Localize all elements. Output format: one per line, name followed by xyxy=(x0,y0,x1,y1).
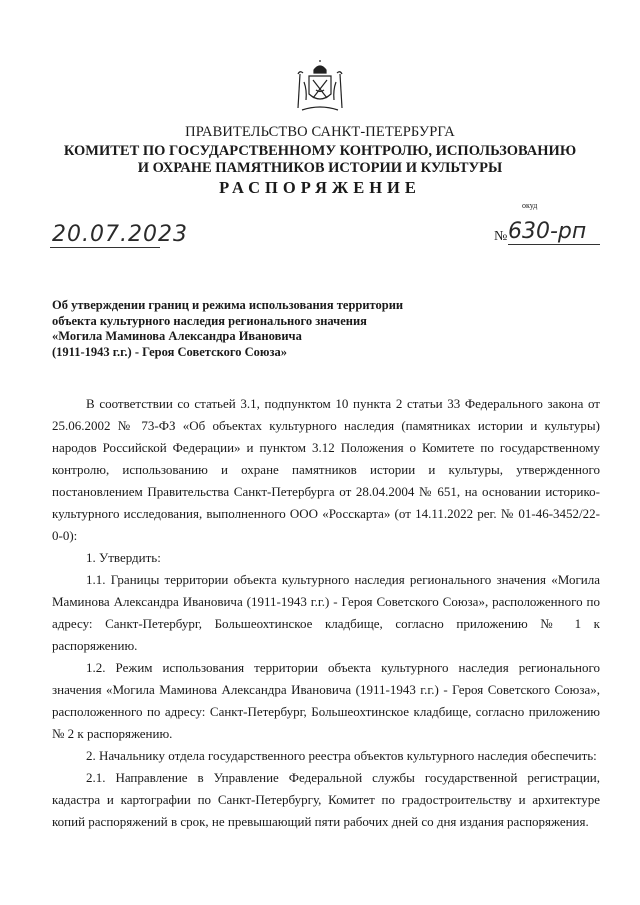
body-paragraph: В соответствии со статьей 3.1, подпунктом 10 пункта 2 статьи 33 Федерального закона от 25.06.2002 № 73-ФЗ «Об объектах культурного наследия (памятниках истории и культуры) народов Российской Федерации» и пунктом 3.12 Положения о Комитете по государственному контролю, использованию и охране памятников истории и культуры, утвержденного постановлением Правительства Санкт-Петербурга от 28.04.2004 № 651, на основании историко-культурного исследования, выполненного ООО «Росскарта» (от 14.11.2022 рег. № 01-46-3452/22-0-0): xyxy=(52,396,600,543)
okud-label: окуд xyxy=(522,201,538,210)
committee-name-line1: КОМИТЕТ ПО ГОСУДАРСТВЕННОМУ КОНТРОЛЮ, ИСПОЛЬЗОВАНИЮ xyxy=(63,143,577,159)
coat-of-arms-icon xyxy=(296,60,344,114)
date-underline xyxy=(50,247,160,248)
subject-line: объекта культурного наследия регионального значения xyxy=(52,313,367,328)
subject-line: «Могила Маминова Александра Ивановича xyxy=(52,329,302,343)
body-paragraph: 1.2. Режим использования территории объекта культурного наследия регионального значения «Могила Маминова Александра Ивановича (1911-1943 г.г.) - Героя Советского Союза», расположенного по адресу: Санкт-Петербург, Большеохтинское кладбище, согласно приложению № 2 к распоряжению. xyxy=(52,660,600,741)
number-label: № xyxy=(494,229,508,244)
body-paragraph: 1. Утвердить: xyxy=(86,550,161,565)
subject-line: (1911-1943 г.г.) - Героя Советского Союза» xyxy=(52,344,288,359)
document-type-title: РАСПОРЯЖЕНИЕ xyxy=(219,178,421,197)
government-name: ПРАВИТЕЛЬСТВО САНКТ-ПЕТЕРБУРГА xyxy=(185,124,455,140)
body-paragraph: 2.1. Направление в Управление Федеральной службы государственной регистрации, кадастра и картографии по Санкт-Петербургу, Комитет по градостроительству и архитектуре копий распоряжений в срок, не превышающий пяти рабочих дней со дня издания распоряжения. xyxy=(52,770,600,829)
handwritten-number: 630-рп xyxy=(508,219,587,244)
subject-line: Об утверждении границ и режима использования территории xyxy=(52,298,404,312)
body-paragraph: 2. Начальнику отдела государственного реестра объектов культурного наследия обеспечить: xyxy=(86,748,597,763)
body-paragraph: 1.1. Границы территории объекта культурного наследия регионального значения «Могила Маминова Александра Ивановича (1911-1943 г.г.) - Героя Советского Союза», расположенного по адресу: Санкт-Петербург, Большеохтинское кладбище, согласно приложению № 1 к распоряжению. xyxy=(52,572,600,653)
document-subject xyxy=(52,298,452,360)
handwritten-date: 20.07.2023 xyxy=(52,222,188,247)
document-body xyxy=(52,393,600,833)
committee-name-line2: И ОХРАНЕ ПАМЯТНИКОВ ИСТОРИИ И КУЛЬТУРЫ xyxy=(137,160,503,176)
number-underline xyxy=(508,244,600,245)
